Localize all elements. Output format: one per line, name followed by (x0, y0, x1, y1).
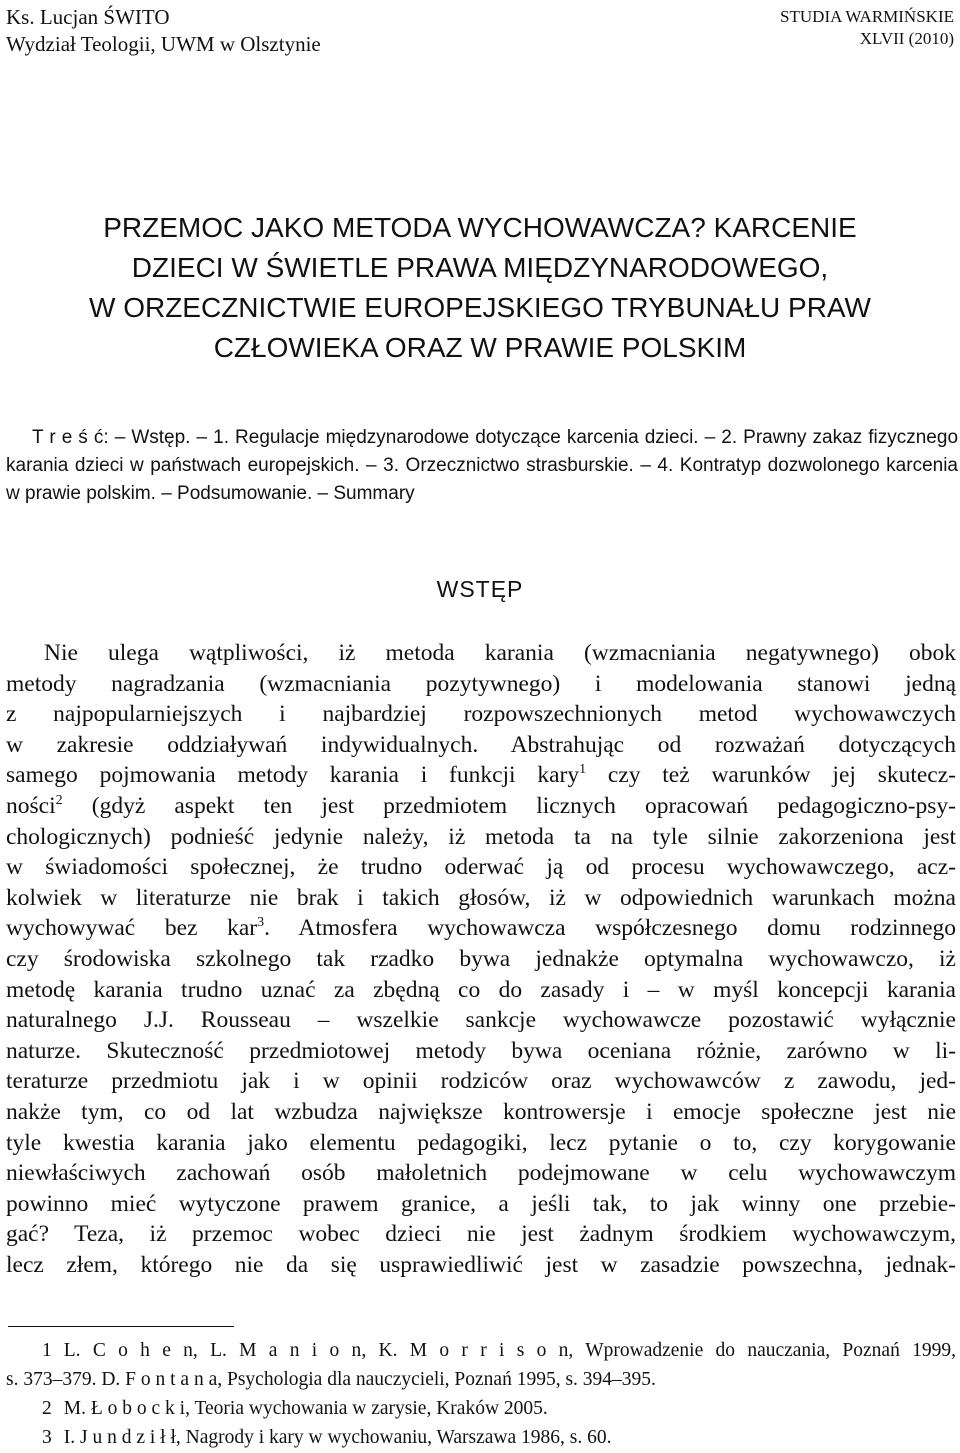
text-line: lecz złem, którego nie da się usprawiedliwić jest w zasadzie powszechna, jednak- (6, 1251, 956, 1278)
footnote-text: s. 373–379. D. (6, 1369, 126, 1390)
body-paragraph (6, 638, 956, 1280)
text-line: metodę karania trudno uznać za zbędną co do zasady i – w myśl koncepcji karania (6, 976, 956, 1003)
text-line (6, 913, 956, 944)
text-line: naturze. Skuteczność przedmiotowej metody bywa oceniana różnie, zarówno w li- (6, 1037, 956, 1064)
footnote-author: I. J u n d z i ł ł (63, 1427, 176, 1448)
footnote-number: 1 (42, 1340, 52, 1361)
footnote-divider (8, 1326, 234, 1327)
footnote-author: F o n t a n a (125, 1369, 218, 1390)
text-line: niewłaściwych zachowań osób małoletnich podejmowane w celu wychowawczym (6, 1160, 956, 1187)
text-line (6, 760, 956, 791)
footnote-text: , Wprowadzenie do nauczania, Poznań 1999, (568, 1340, 957, 1361)
text-segment: . Atmosfera wychowawcza współczesnego domu rodzinnego (264, 915, 956, 942)
text-line: powinno mieć wytyczone prawem granice, a jeśli tak, to jak winny one przebie- (6, 1190, 956, 1217)
text-line: w zakresie oddziaływań indywidualnych. Abstrahując od rozważań dotyczących (6, 731, 956, 758)
text-line: w świadomości społecznej, że trudno oderwać ją od procesu wychowawczego, acz- (6, 854, 956, 881)
author-name: Ks. Lucjan ŚWITO (6, 5, 170, 29)
footnote-1 (6, 1336, 956, 1394)
footnote-ref-1[interactable]: 1 (579, 762, 587, 778)
footnote-author: L. C o h e n (63, 1340, 193, 1361)
footnote-line (6, 1423, 956, 1452)
article-header-left (6, 4, 321, 58)
table-of-contents (6, 424, 958, 508)
footnote-3 (6, 1423, 956, 1452)
text-line: gać? Teza, iż przemoc wobec dzieci nie jest żadnym środkiem wychowawczym, (6, 1221, 956, 1248)
text-line: nakże tym, co od lat wzbudza największe kontrowersje i emocje społeczne jest nie (6, 1098, 956, 1125)
separator: , (192, 1340, 211, 1361)
text-segment: samego pojmowania metody karania i funkcji kary (6, 762, 580, 789)
footnote-number: 2 (42, 1398, 52, 1419)
text-segment: czy też warunków jej skutecz- (586, 762, 956, 789)
text-line: kolwiek w literaturze nie brak i takich głosów, iż w odpowiednich warunkach można (6, 884, 956, 911)
footnote-author: K. M o r r i s o n (378, 1340, 569, 1361)
footnote-ref-3[interactable]: 3 (257, 915, 265, 931)
footnote-text: , Teoria wychowania w zarysie, Kraków 2005. (185, 1398, 548, 1419)
footnote-text: , Nagrody i kary w wychowaniu, Warszawa 1986, s. 60. (175, 1427, 612, 1448)
text-line: metody nagradzania (wzmacniania pozytywnego) i modelowania stanowi jedną (6, 670, 956, 697)
text-line: Nie ulega wątpliwości, iż metoda karania (wzmacniania negatywnego) obok (44, 640, 956, 666)
text-line: teraturze przedmiotu jak i w opinii rodziców oraz wychowawców z zawodu, jed- (6, 1068, 956, 1095)
section-heading: WSTĘP (436, 576, 524, 602)
article-title (0, 208, 960, 368)
toc-text: – Wstęp. – 1. Regulacje międzynarodowe dotyczące karcenia dzieci. – 2. Prawny zakaz fizycznego karania dzieci w państwach europejskich. – 3. Orzecznictwo strasburskie. – 4. Kontratyp dozwolonego karcenia w prawie polskim. – Podsumowanie. – Summary (6, 427, 959, 504)
title-line: DZIECI W ŚWIETLE PRAWA MIĘDZYNARODOWEGO, (131, 252, 829, 283)
footnote-text: , Psychologia dla nauczycieli, Poznań 1995, s. 394–395. (217, 1369, 656, 1390)
text-segment: ności (6, 792, 56, 819)
text-line: z najpopularniejszych i najbardziej rozpowszechnionych metod wychowawczych (6, 701, 956, 728)
toc-label: T r e ś ć: (32, 427, 109, 448)
footnote-author: M. Ł o b o c k i (63, 1398, 186, 1419)
text-line (6, 791, 956, 822)
footnote-line (6, 1336, 956, 1365)
title-line: W ORZECZNICTWIE EUROPEJSKIEGO TRYBUNAŁU PRAW (88, 292, 871, 323)
text-segment: (gdyż aspekt ten jest przedmiotem licznych opracowań pedagogiczno-psy- (62, 792, 956, 819)
separator: , (361, 1340, 379, 1361)
text-line: chologicznych) podnieść jedynie należy, iż metoda ta na tyle silnie zakorzeniona jest (6, 823, 956, 850)
title-line: CZŁOWIEKA ORAZ W PRAWIE POLSKIM (213, 332, 747, 363)
author-affiliation: Wydział Teologii, UWM w Olsztynie (6, 32, 321, 56)
footnote-number: 3 (42, 1427, 52, 1448)
footnote-2 (6, 1394, 956, 1423)
footnote-author: L. M a n i o n (210, 1340, 362, 1361)
journal-name: STUDIA WARMIŃSKIE (780, 7, 954, 26)
footnote-line (6, 1394, 956, 1423)
text-line: tyle kwestia karania jako elementu pedagogiki, lecz pytanie o to, czy korygowanie (6, 1129, 956, 1156)
text-segment: wychowywać bez kar (6, 915, 258, 942)
footnote-line (6, 1365, 956, 1394)
journal-header (780, 6, 954, 50)
text-line: naturalnego J.J. Rousseau – wszelkie sankcje wychowawcze pozostawić wyłącznie (6, 1007, 956, 1034)
footnote-ref-2[interactable]: 2 (55, 793, 63, 809)
footnotes (6, 1336, 956, 1452)
text-line: czy środowiska szkolnego tak rzadko bywa jednakże optymalna wychowawczo, iż (6, 945, 956, 972)
title-line: PRZEMOC JAKO METODA WYCHOWAWCZA? KARCENIE (103, 212, 857, 243)
journal-volume: XLVII (2010) (859, 29, 954, 48)
